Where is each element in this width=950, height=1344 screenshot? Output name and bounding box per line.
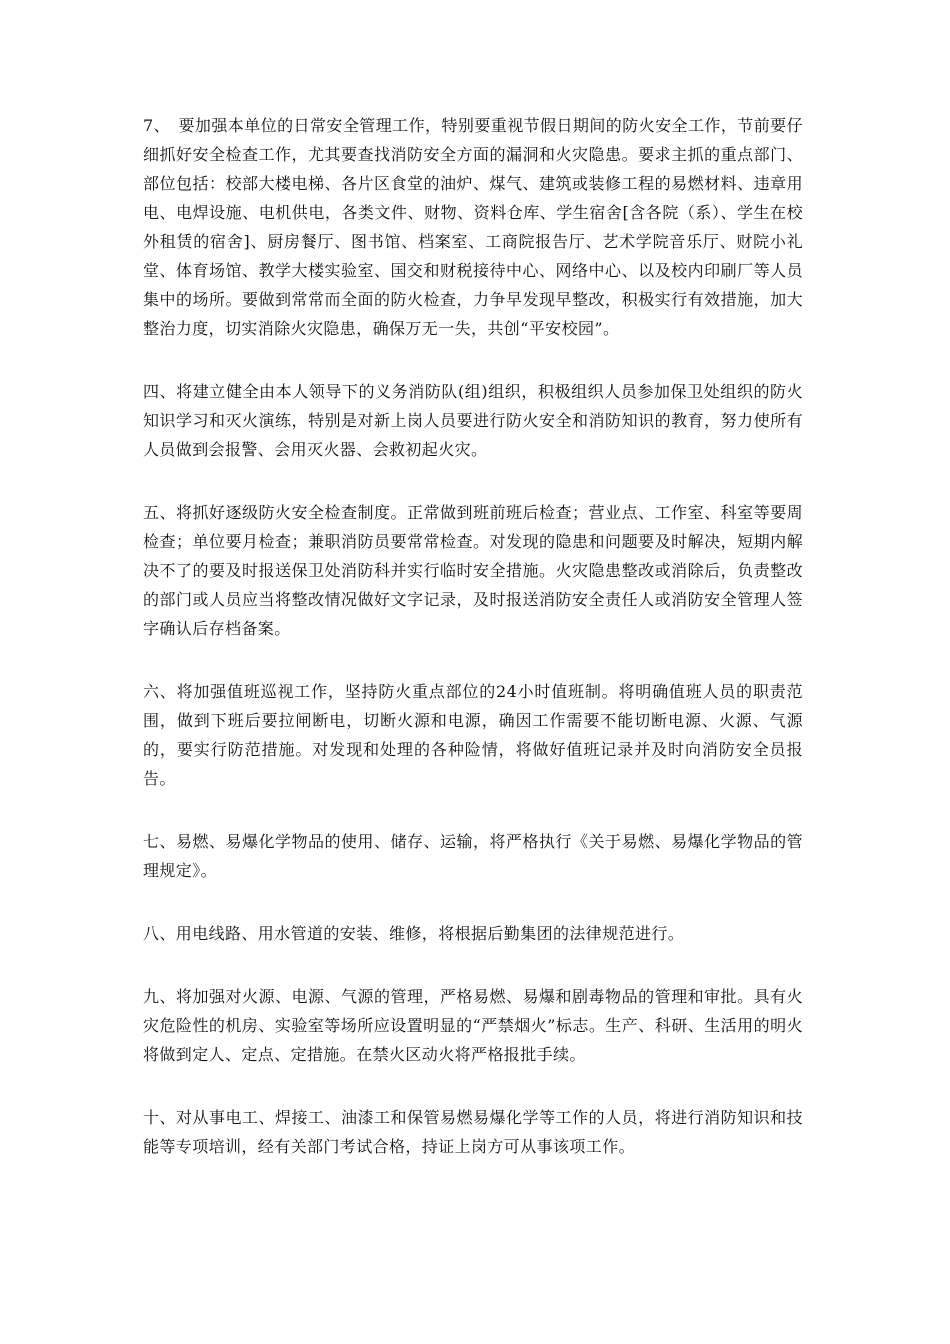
paragraph-section-7: 七、易燃、易爆化学物品的使用、储存、运输，将严格执行《关于易燃、易爆化学物品的管理规定》。 [143,832,803,880]
paragraph-section-4: 四、将建立健全由本人领导下的义务消防队(组)组织，积极组织人员参加保卫处组织的防火知识学习和灭火演练，特别是对新上岗人员要进行防火安全和消防知识的教育，努力使所有人员做到会报警、会用灭火器、会救初起火灾。 [143,382,803,459]
paragraph-section-5: 五、将抓好逐级防火安全检查制度。正常做到班前班后检查；营业点、工作室、科室等要周检查；单位要月检查；兼职消防员要常常检查。对发现的隐患和问题要及时解决，短期内解决不了的要及时报送保卫处消防科并实行临时安全措施。火灾隐患整改或消除后，负责整改的部门或人员应当将整改情况做好文字记录，及时报送消防安全责任人或消防安全管理人签字确认后存档备案。 [143,503,803,638]
paragraph-section-9: 九、将加强对火源、电源、气源的管理，严格易燃、易爆和剧毒物品的管理和审批。具有火灾危险性的机房、实验室等场所应设置明显的“严禁烟火”标志。生产、科研、生活用的明火将做到定人、定点、定措施。在禁火区动火将严格报批手续。 [143,987,803,1064]
paragraph-section-6: 六、将加强值班巡视工作，坚持防火重点部位的24小时值班制。将明确值班人员的职责范围，做到下班后要拉闸断电，切断火源和电源，确因工作需要不能切断电源、火源、气源的，要实行防范措施。对发现和处理的各种险情，将做好值班记录并及时向消防安全员报告。 [143,682,803,788]
paragraph-section-10: 十、对从事电工、焊接工、油漆工和保管易燃易爆化学等工作的人员，将进行消防知识和技能等专项培训，经有关部门考试合格，持证上岗方可从事该项工作。 [143,1108,803,1156]
paragraph-item-7: 7、 要加强本单位的日常安全管理工作，特别要重视节假日期间的防火安全工作，节前要仔细抓好安全检查工作，尤其要查找消防安全方面的漏洞和火灾隐患。要求主抓的重点部门、部位包括：校部大楼电梯、各片区食堂的油炉、煤气、建筑或装修工程的易燃材料、违章用电、电焊设施、电机供电，各类文件、财物、资料仓库、学生宿舍[含各院（系）、学生在校外租赁的宿舍]、厨房餐厅、图书馆、档案室、工商院报告厅、艺术学院音乐厅、财院小礼堂、体育场馆、教学大楼实验室、国交和财税接待中心、网络中心、以及校内印刷厂等人员集中的场所。要做到常常而全面的防火检查，力争早发现早整改，积极实行有效措施，加大整治力度，切实消除火灾隐患，确保万无一失，共创“平安校园”。 [143,116,803,338]
document-body [143,111,803,1195]
paragraph-section-8: 八、用电线路、用水管道的安装、维修，将根据后勤集团的法律规范进行。 [143,924,685,943]
